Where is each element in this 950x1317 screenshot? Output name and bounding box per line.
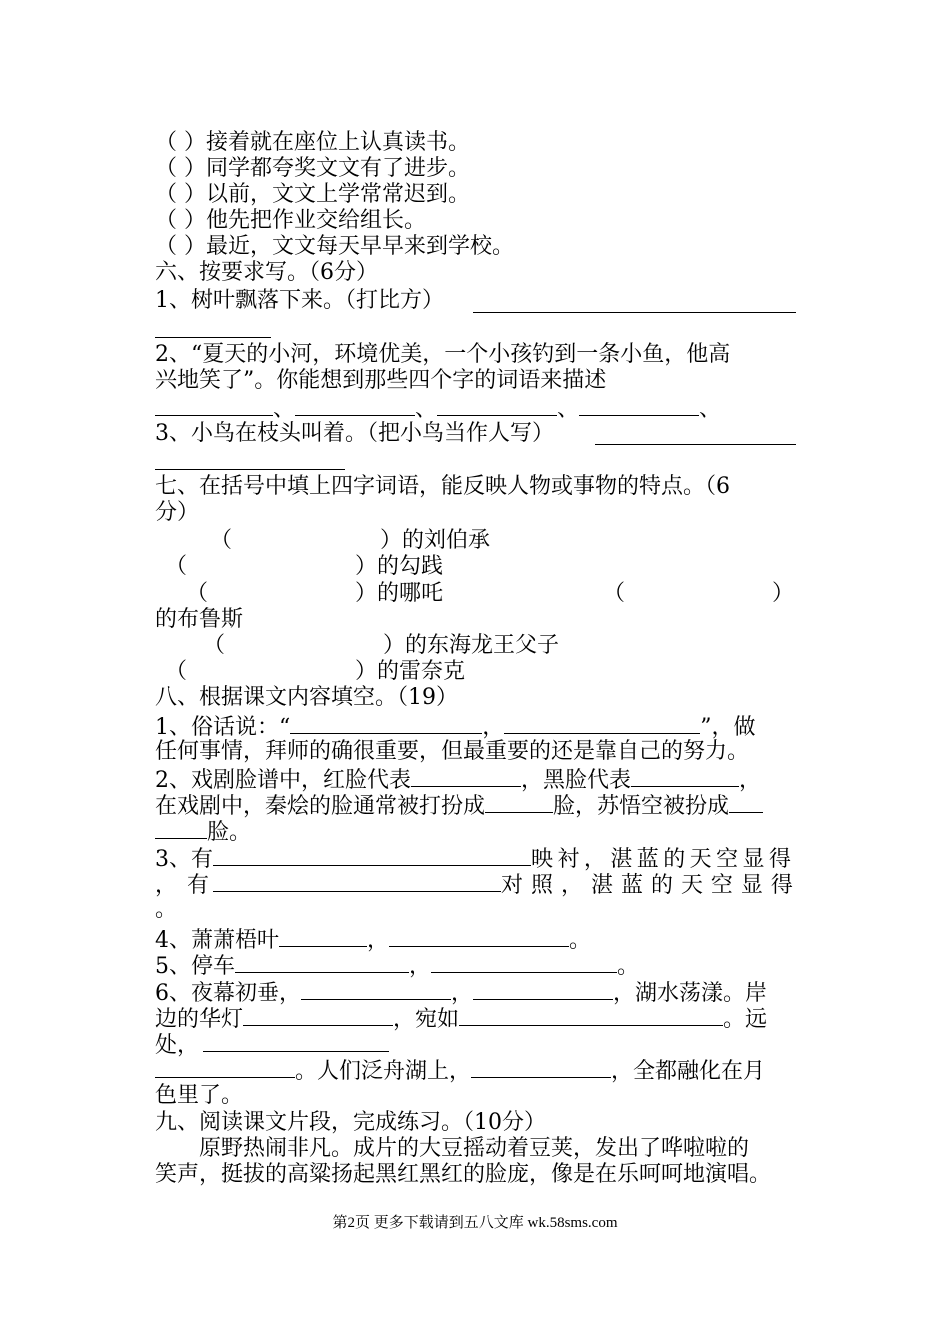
- answer-blank[interactable]: [203, 1031, 389, 1052]
- s8-question-6a: 6、夜幕初垂， ， ，湖水荡漾。岸: [155, 981, 768, 1006]
- answer-blank[interactable]: [471, 1057, 611, 1078]
- section-8-heading: 八、根据课文内容填空。（19）: [155, 685, 458, 710]
- s7-paren-open[interactable]: （: [203, 633, 226, 658]
- s6-question-3: 3、小鸟在枝头叫着。（把小鸟当作人写）: [155, 421, 554, 446]
- answer-blank[interactable]: [729, 792, 763, 813]
- answer-line[interactable]: [473, 312, 796, 313]
- section-7-heading-b: 分）: [155, 500, 200, 525]
- s6-question-2-blanks: 、 、 、 、: [155, 395, 800, 423]
- answer-blank[interactable]: [631, 766, 739, 787]
- answer-blank[interactable]: [459, 1005, 723, 1026]
- section-6-heading: 六、按要求写。（6分）: [155, 260, 378, 285]
- s7-item-2: ）的勾践: [355, 554, 444, 579]
- s6-question-2a: 2、“夏天的小河，环境优美，一个小孩钓到一条小鱼，他高: [155, 342, 731, 367]
- answer-blank[interactable]: [485, 792, 553, 813]
- answer-line[interactable]: [155, 337, 271, 338]
- s8-question-2b: 在戏剧中，秦烩的脸通常被打扮成 脸，苏悟空被扮成: [155, 792, 800, 820]
- s7-paren-close: ）: [772, 581, 795, 606]
- s7-paren-open[interactable]: （: [210, 528, 233, 553]
- order-item: （ ）同学都夸奖文文有了进步。: [155, 156, 470, 181]
- answer-line[interactable]: [155, 469, 345, 470]
- answer-blank[interactable]: [290, 713, 482, 734]
- answer-blank[interactable]: [295, 395, 415, 416]
- answer-blank[interactable]: [155, 1057, 295, 1078]
- answer-blank[interactable]: [389, 926, 569, 947]
- answer-blank[interactable]: [504, 713, 700, 734]
- answer-blank[interactable]: [279, 926, 367, 947]
- reading-passage-line: 笑声，挺拔的高粱扬起黑红黑红的脸庞，像是在乐呵呵地演唱。: [155, 1162, 772, 1187]
- s8-question-6c: 处，: [155, 1031, 800, 1059]
- answer-blank[interactable]: [155, 818, 207, 839]
- s8-question-3a: 3、有 映 衬 ， 湛 蓝 的 天 空 显 得: [155, 847, 791, 872]
- answer-blank[interactable]: [243, 1005, 393, 1026]
- s8-question-3c: 。: [155, 897, 178, 922]
- s7-paren-open[interactable]: （: [603, 581, 626, 606]
- s7-item-3: ）的哪吒: [355, 581, 444, 606]
- answer-blank[interactable]: [213, 871, 501, 892]
- s8-question-4: 4、萧萧梧叶 ， 。: [155, 928, 592, 953]
- order-item: （ ）最近，文文每天早早来到学校。: [155, 234, 514, 259]
- s7-paren-open[interactable]: （: [165, 554, 188, 579]
- s8-question-1a: 1、俗话说：“ ， ”，做: [155, 715, 756, 740]
- answer-blank[interactable]: [213, 845, 531, 866]
- answer-blank[interactable]: [235, 952, 409, 973]
- section-9-heading: 九、阅读课文片段，完成练习。（10分）: [155, 1110, 546, 1135]
- answer-blank[interactable]: [473, 979, 613, 1000]
- answer-blank[interactable]: [431, 952, 617, 973]
- s7-paren-open[interactable]: （: [165, 659, 188, 684]
- answer-blank[interactable]: [301, 979, 451, 1000]
- section-7-heading-a: 七、在括号中填上四字词语，能反映人物或事物的特点。（6: [155, 474, 730, 499]
- s7-item-4: 的布鲁斯: [155, 607, 244, 632]
- s6-question-1: 1、树叶飘落下来。（打比方）: [155, 288, 444, 313]
- s7-paren-open[interactable]: （: [186, 581, 209, 606]
- order-item: （ ）他先把作业交给组长。: [155, 208, 426, 233]
- s8-question-6d: 。人们泛舟湖上， ，全都融化在月: [155, 1057, 800, 1085]
- s7-item-5: ）的东海龙王父子: [383, 633, 560, 658]
- s8-question-1b: 任何事情，拜师的确很重要，但最重要的还是靠自己的努力。: [155, 739, 750, 764]
- s8-question-2a: 2、戏剧脸谱中，红脸代表 ，黑脸代表 ，: [155, 768, 762, 793]
- reading-passage-line: 原野热闹非凡。成片的大豆摇动着豆荚，发出了哗啦啦的: [199, 1136, 750, 1161]
- order-item: （ ）以前，文文上学常常迟到。: [155, 182, 470, 207]
- answer-blank[interactable]: [437, 395, 557, 416]
- answer-line[interactable]: [595, 444, 796, 445]
- s7-item-6: ）的雷奈克: [355, 659, 466, 684]
- s6-question-2b: 兴地笑了”。你能想到那些四个字的词语来描述: [155, 368, 607, 393]
- s8-question-5: 5、停车 ， 。: [155, 954, 640, 979]
- order-item: （ ）接着就在座位上认真读书。: [155, 130, 470, 155]
- s8-question-6e: 色里了。: [155, 1083, 244, 1108]
- s8-question-2c: 脸。: [155, 818, 800, 846]
- s8-question-6b: 边的华灯 ，宛如 。远: [155, 1007, 768, 1032]
- answer-blank[interactable]: [579, 395, 699, 416]
- answer-blank[interactable]: [155, 395, 273, 416]
- s7-item-1: ）的刘伯承: [380, 528, 491, 553]
- page-footer: 第2页 更多下载请到五八文库 wk.58sms.com: [332, 1215, 618, 1231]
- answer-blank[interactable]: [411, 766, 521, 787]
- s8-question-3b: ， 有 对 照 ， 湛 蓝 的 天 空 显 得: [155, 873, 793, 898]
